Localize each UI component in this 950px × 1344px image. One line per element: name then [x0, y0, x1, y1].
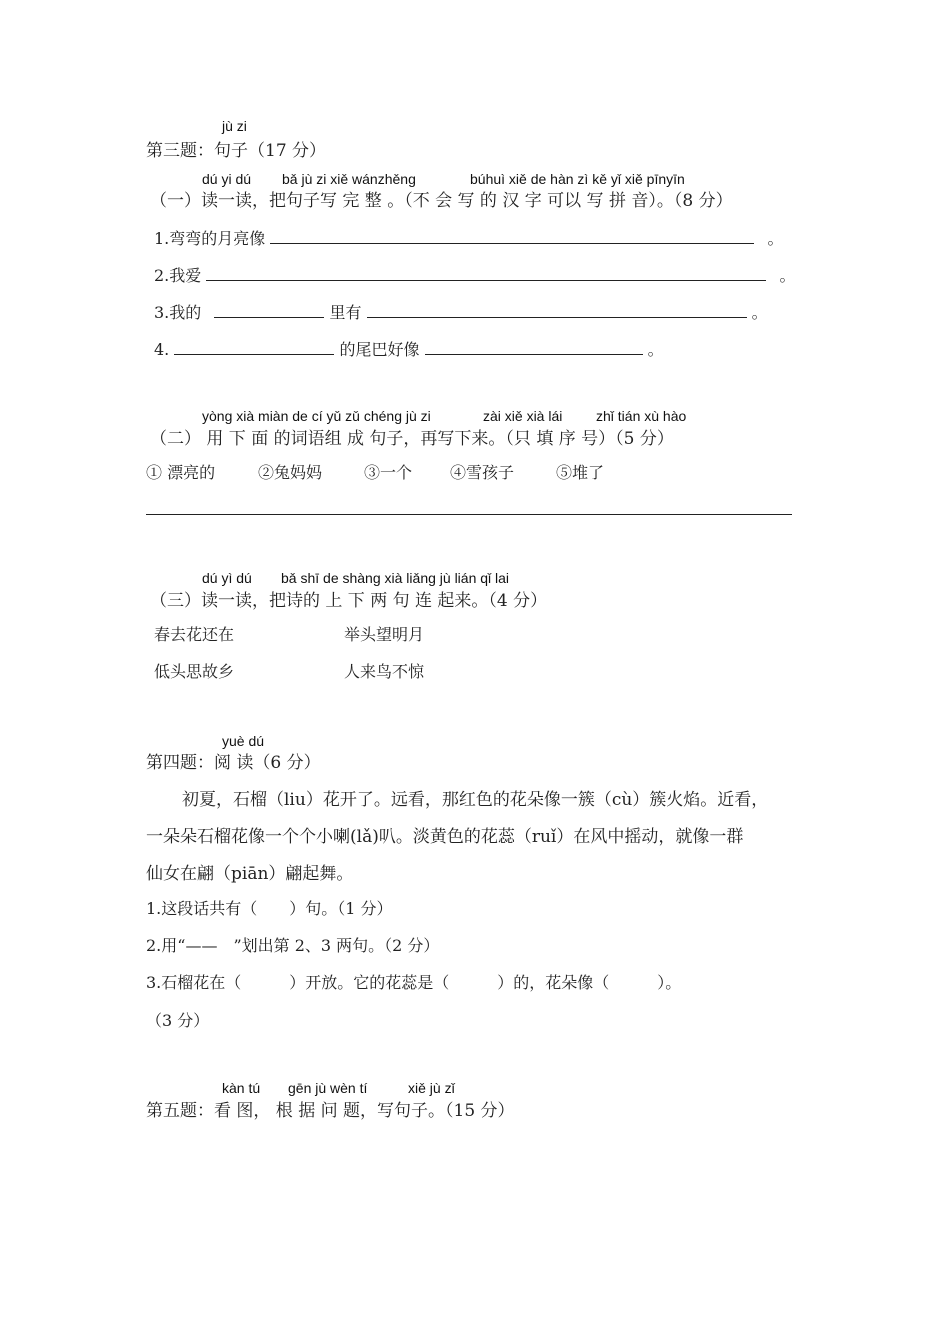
poem-line-left-1: 春去花还在	[154, 625, 235, 644]
item-prefix: 1.弯弯的月亮像	[154, 229, 266, 248]
passage-line-3: 仙女在翩（piān）翩起舞。	[146, 864, 354, 884]
answer-blank[interactable]	[425, 340, 643, 355]
question-1: 1.这段话共有（ ）句。（1 分）	[146, 899, 393, 918]
word-option-5: ⑤堆了	[556, 463, 605, 482]
pinyin-annotation: búhuì xiě de hàn zì kě yǐ xiě pīnyīn	[470, 171, 685, 187]
item-suffix: 。	[751, 303, 768, 322]
answer-blank[interactable]	[214, 303, 324, 318]
word-option-1: ① 漂亮的	[146, 463, 216, 482]
fill-blank-item-2	[154, 263, 795, 286]
pinyin-annotation: zài xiě xià lái	[483, 408, 563, 424]
pinyin-annotation: jù zi	[222, 118, 247, 134]
answer-blank[interactable]	[174, 340, 334, 355]
answer-blank[interactable]	[367, 303, 747, 318]
item-prefix: 3.我的	[154, 303, 202, 322]
word-option-3: ③一个	[364, 463, 413, 482]
poem-line-left-2: 低头思故乡	[154, 662, 235, 681]
section-5-title: 第五题：看 图， 根 据 问 题，写句子。（15 分）	[146, 1101, 515, 1121]
section-3-title: 第三题：句子（17 分）	[146, 141, 327, 161]
pinyin-annotation: zhǐ tián xù hào	[596, 408, 687, 424]
answer-line[interactable]	[146, 514, 792, 515]
section-4-title: 第四题：阅 读（6 分）	[146, 753, 321, 773]
part-2-instruction: （二） 用 下 面 的词语组 成 句子，再写下来。（只 填 序 号）（5 分）	[150, 429, 674, 449]
pinyin-annotation: yuè dú	[222, 733, 265, 749]
question-3: 3.石榴花在（ ）开放。它的花蕊是（ ）的，花朵像（ ）。	[146, 973, 682, 992]
answer-blank[interactable]	[270, 229, 754, 244]
item-prefix: 2.我爱	[154, 266, 202, 285]
pinyin-annotation: gēn jù wèn tí	[288, 1080, 368, 1096]
pinyin-annotation: bǎ shī de shàng xià liǎng jù lián qǐ lai	[281, 570, 510, 586]
poem-line-right-1: 举头望明月	[344, 625, 425, 644]
item-mid: 里有	[329, 303, 362, 322]
part-1-instruction: （一）读一读，把句子写 完 整 。（不 会 写 的 汉 字 可以 写 拼 音）。（8 分）	[150, 191, 733, 211]
pinyin-annotation: dú yi dú	[202, 171, 252, 187]
question-3-score: （3 分）	[146, 1011, 210, 1030]
item-suffix: 。	[767, 229, 784, 248]
pinyin-annotation: xiě jù zǐ	[408, 1080, 455, 1096]
pinyin-annotation: kàn tú	[222, 1080, 261, 1096]
fill-blank-item-4	[154, 337, 664, 360]
word-option-4: ④雪孩子	[450, 463, 515, 482]
pinyin-annotation: dú yì dú	[202, 570, 252, 586]
item-suffix: 。	[779, 266, 796, 285]
item-suffix: 。	[647, 340, 664, 359]
passage-line-2: 一朵朵石榴花像一个个小喇(lǎ)叭。淡黄色的花蕊（ruǐ）在风中摇动，就像一群	[146, 827, 744, 847]
pinyin-annotation: bǎ jù zi xiě wánzhěng	[282, 171, 416, 187]
question-2: 2.用“—— ”划出第 2、3 两句。（2 分）	[146, 936, 440, 955]
pinyin-annotation: yòng xià miàn de cí yǔ zǔ chéng jù zi	[202, 408, 431, 424]
fill-blank-item-1	[154, 226, 783, 249]
answer-blank[interactable]	[206, 266, 766, 281]
fill-blank-item-3	[154, 300, 768, 323]
passage-line-1: 初夏，石榴（liu）花开了。远看，那红色的花朵像一簇（cù）簇火焰。近看，	[182, 790, 769, 810]
part-3-instruction: （三）读一读，把诗的 上 下 两 句 连 起来。（4 分）	[150, 591, 548, 611]
item-mid: 的尾巴好像	[339, 340, 420, 359]
item-prefix: 4.	[154, 340, 170, 359]
word-option-2: ②兔妈妈	[258, 463, 323, 482]
poem-line-right-2: 人来鸟不惊	[344, 662, 425, 681]
